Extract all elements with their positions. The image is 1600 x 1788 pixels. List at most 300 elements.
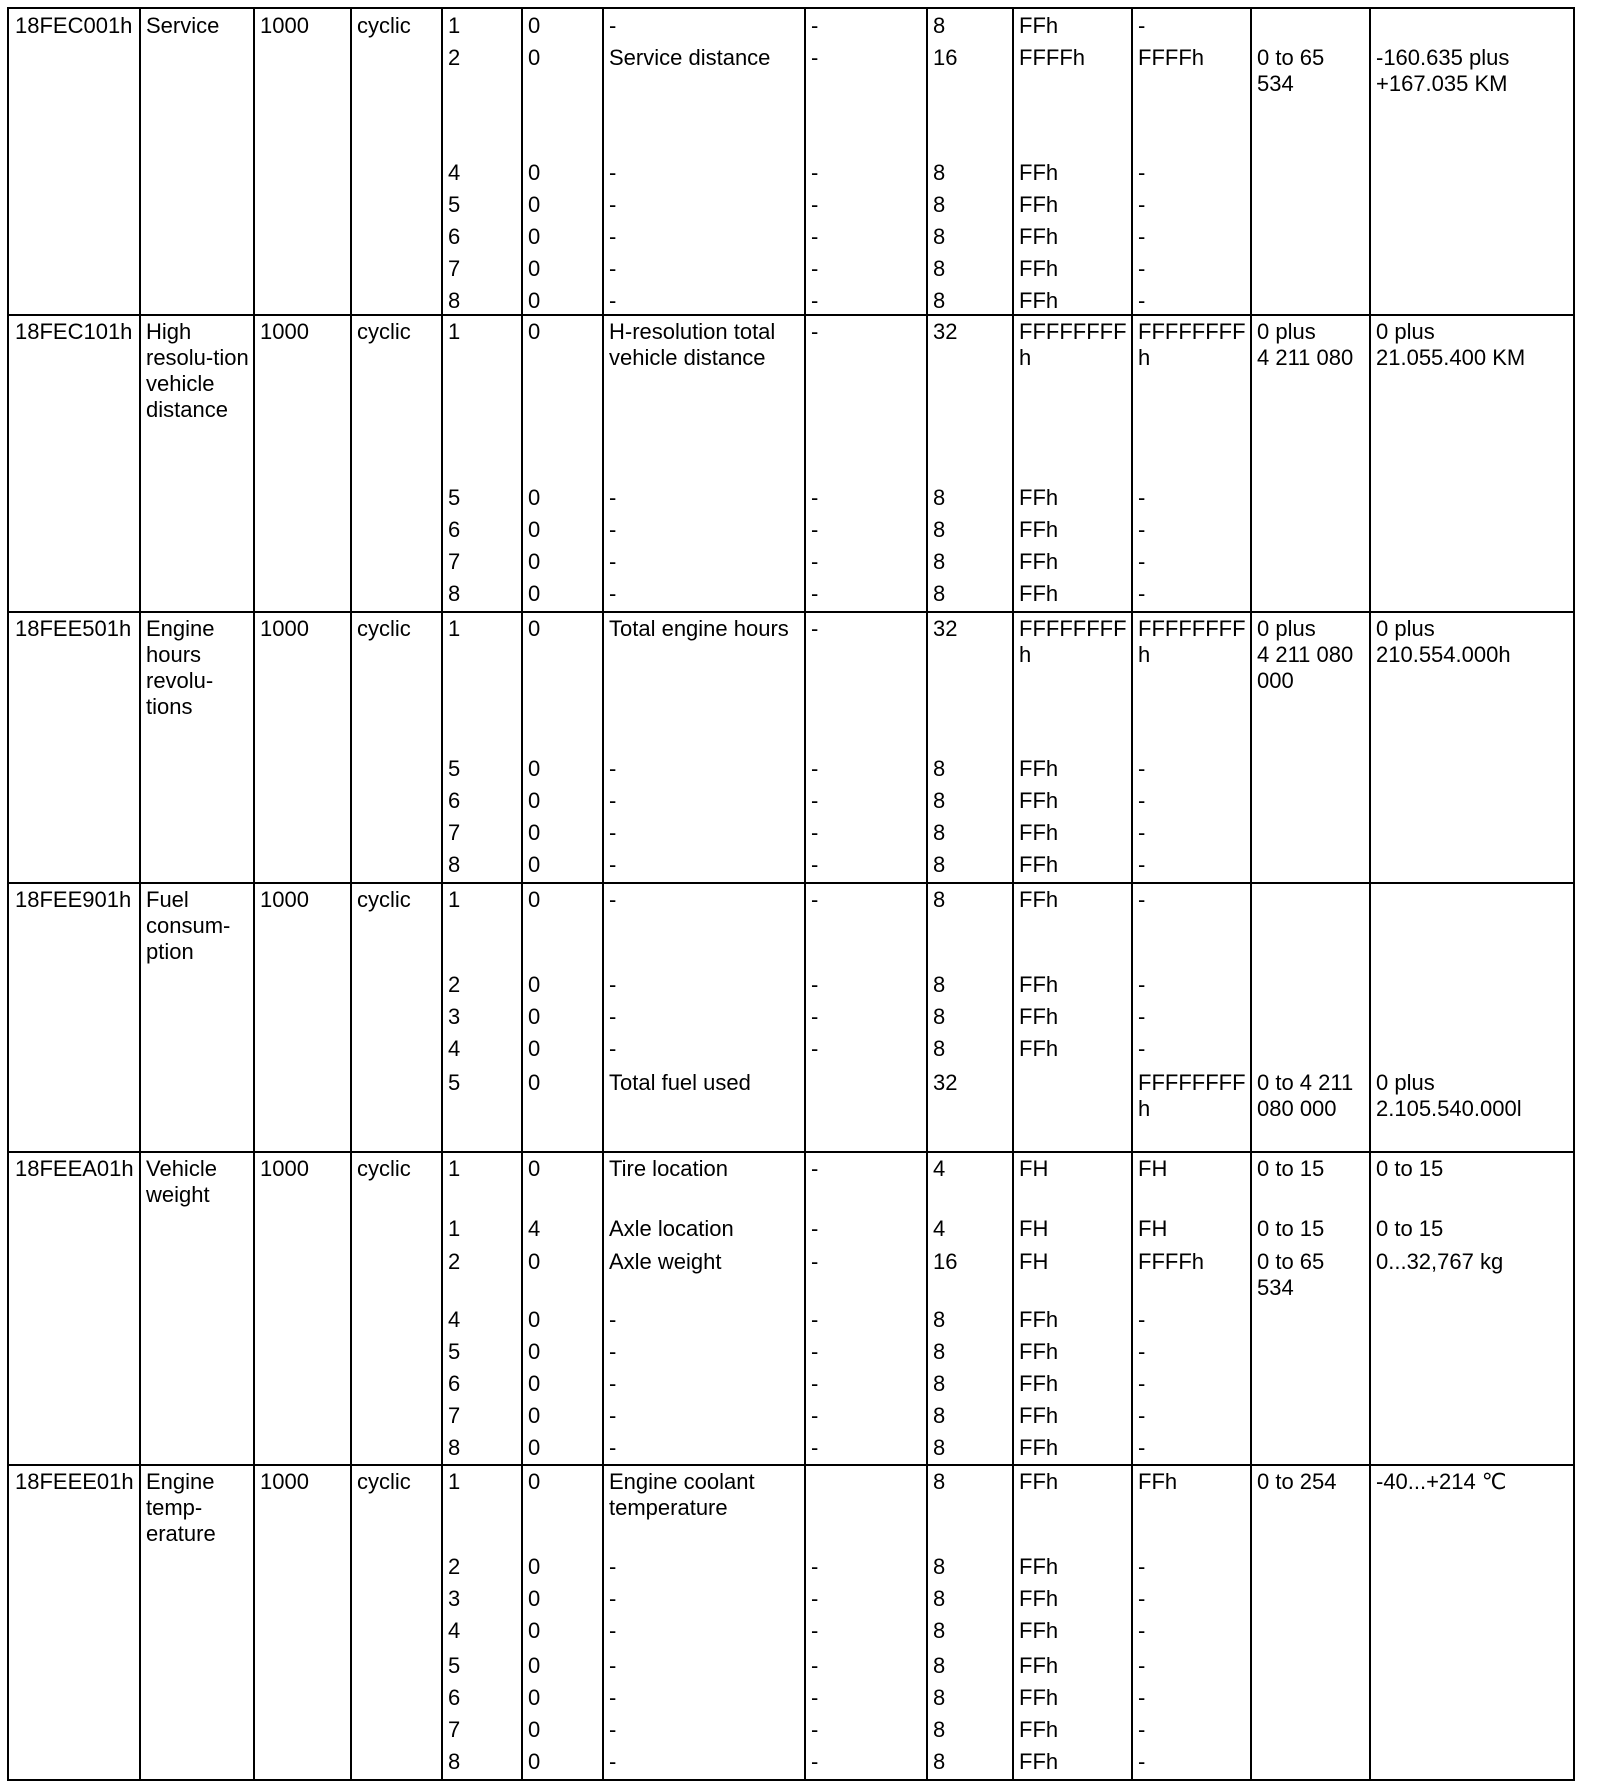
transmission-mode: cyclic xyxy=(357,1156,411,1181)
cell-byte: 5 xyxy=(448,756,461,781)
cell-length: 8 xyxy=(933,1435,946,1460)
cell-x: - xyxy=(811,1307,819,1332)
cell-description: Axle weight xyxy=(609,1249,722,1274)
cell-bit: 0 xyxy=(528,224,541,249)
cell-byte: 5 xyxy=(448,1070,461,1095)
cell-physical: 0 to 15 xyxy=(1376,1216,1444,1241)
pgn-id: 18FEC001h xyxy=(15,13,133,38)
cell-physical: 0 plus 210.554.000h xyxy=(1376,616,1511,667)
cell-max: - xyxy=(1138,1717,1146,1742)
cell-max: - xyxy=(1138,1435,1146,1460)
cell-x: - xyxy=(811,1653,819,1678)
cell-description: - xyxy=(609,485,617,510)
cell-description: - xyxy=(609,1371,617,1396)
cell-length: 32 xyxy=(933,616,958,641)
cell-x: - xyxy=(811,1339,819,1364)
cell-bit: 0 xyxy=(528,788,541,813)
cell-x: - xyxy=(811,852,819,877)
cell-description: - xyxy=(609,887,617,912)
cell-bit: 0 xyxy=(528,1749,541,1774)
cell-description: - xyxy=(609,192,617,217)
cell-x: - xyxy=(811,820,819,845)
cell-default: FFh xyxy=(1019,1586,1059,1611)
cell-max: - xyxy=(1138,1036,1146,1061)
cell-max: - xyxy=(1138,581,1146,606)
column-separator xyxy=(1369,9,1371,1779)
pgn-id: 18FEE901h xyxy=(15,887,132,912)
cell-default: FH xyxy=(1019,1216,1049,1241)
cell-default: FFh xyxy=(1019,756,1059,781)
cell-length: 8 xyxy=(933,256,946,281)
cell-default: FFFFh xyxy=(1019,45,1085,70)
transmission-mode: cyclic xyxy=(357,319,411,344)
cell-bit: 0 xyxy=(528,1307,541,1332)
cell-max: - xyxy=(1138,820,1146,845)
cell-default: FFh xyxy=(1019,1469,1059,1494)
pgn-id: 18FEC101h xyxy=(15,319,133,344)
group-separator xyxy=(9,314,1573,316)
cell-description: - xyxy=(609,1435,617,1460)
cell-x: - xyxy=(811,192,819,217)
cell-default: FFh xyxy=(1019,224,1059,249)
cell-default: FFh xyxy=(1019,887,1059,912)
cell-byte: 6 xyxy=(448,788,461,813)
transmission-mode: cyclic xyxy=(357,13,411,38)
cell-description: Service distance xyxy=(609,45,771,70)
cell-range: 0 to 65 534 xyxy=(1257,1249,1325,1300)
cell-x: - xyxy=(811,887,819,912)
cell-length: 8 xyxy=(933,756,946,781)
cell-byte: 8 xyxy=(448,581,461,606)
cell-x: - xyxy=(811,160,819,185)
cell-default: FFh xyxy=(1019,1307,1059,1332)
cell-length: 8 xyxy=(933,1618,946,1643)
cell-bit: 0 xyxy=(528,45,541,70)
cell-description: - xyxy=(609,788,617,813)
cell-default: FFh xyxy=(1019,852,1059,877)
parameter-group-name: Fuel consum- ption xyxy=(146,887,231,964)
cell-physical: 0 to 15 xyxy=(1376,1156,1444,1181)
cell-byte: 4 xyxy=(448,1618,461,1643)
cell-default: FH xyxy=(1019,1249,1049,1274)
cell-default: FFh xyxy=(1019,1004,1059,1029)
cell-max: - xyxy=(1138,972,1146,997)
cell-range: 0 to 15 xyxy=(1257,1216,1325,1241)
cell-default: FFh xyxy=(1019,13,1059,38)
cell-x: - xyxy=(811,288,819,313)
cell-description: - xyxy=(609,1554,617,1579)
cell-default: FH xyxy=(1019,1156,1049,1181)
cell-description: - xyxy=(609,581,617,606)
cell-length: 8 xyxy=(933,820,946,845)
cell-byte: 1 xyxy=(448,616,461,641)
cell-bit: 0 xyxy=(528,756,541,781)
cell-description: - xyxy=(609,224,617,249)
cell-byte: 8 xyxy=(448,288,461,313)
cell-length: 8 xyxy=(933,852,946,877)
cell-description: Total engine hours xyxy=(609,616,789,641)
cell-physical: 0...32,767 kg xyxy=(1376,1249,1504,1274)
cell-description: - xyxy=(609,1036,617,1061)
cell-length: 8 xyxy=(933,160,946,185)
cycle-time: 1000 xyxy=(260,319,309,344)
cell-byte: 2 xyxy=(448,1554,461,1579)
cell-x: - xyxy=(811,756,819,781)
pgn-id: 18FEEE01h xyxy=(15,1469,134,1494)
cell-description: Engine coolant temperature xyxy=(609,1469,755,1520)
cell-description: - xyxy=(609,1749,617,1774)
cell-byte: 7 xyxy=(448,256,461,281)
cell-description: - xyxy=(609,517,617,542)
cell-bit: 0 xyxy=(528,1004,541,1029)
cycle-time: 1000 xyxy=(260,887,309,912)
cell-max: - xyxy=(1138,160,1146,185)
cell-bit: 4 xyxy=(528,1216,541,1241)
cell-max: FFh xyxy=(1138,1469,1178,1494)
cell-x: - xyxy=(811,256,819,281)
cell-byte: 1 xyxy=(448,1216,461,1241)
cell-range: 0 plus 4 211 080 000 xyxy=(1257,616,1354,693)
cell-bit: 0 xyxy=(528,616,541,641)
cell-byte: 6 xyxy=(448,1685,461,1710)
cell-bit: 0 xyxy=(528,319,541,344)
parameter-group-name: Engine temp- erature xyxy=(146,1469,216,1546)
cell-max: - xyxy=(1138,1554,1146,1579)
cell-max: - xyxy=(1138,788,1146,813)
cell-x: - xyxy=(811,581,819,606)
cell-byte: 4 xyxy=(448,1036,461,1061)
parameter-group-name: Vehicle weight xyxy=(146,1156,217,1207)
cell-byte: 7 xyxy=(448,549,461,574)
cycle-time: 1000 xyxy=(260,616,309,641)
cell-max: - xyxy=(1138,1749,1146,1774)
cell-max: FH xyxy=(1138,1156,1168,1181)
cell-byte: 3 xyxy=(448,1586,461,1611)
cell-physical: -40...+214 ℃ xyxy=(1376,1469,1507,1494)
cell-description: Axle location xyxy=(609,1216,734,1241)
cell-x: - xyxy=(811,1249,819,1274)
cell-byte: 6 xyxy=(448,1371,461,1396)
cell-default: FFh xyxy=(1019,1403,1059,1428)
cell-default: FFh xyxy=(1019,1554,1059,1579)
cell-max: - xyxy=(1138,1403,1146,1428)
cell-x: - xyxy=(811,1156,819,1181)
cell-description: - xyxy=(609,1307,617,1332)
cell-description: - xyxy=(609,256,617,281)
cell-max: - xyxy=(1138,517,1146,542)
cell-length: 8 xyxy=(933,1004,946,1029)
cell-length: 8 xyxy=(933,887,946,912)
cell-bit: 0 xyxy=(528,1403,541,1428)
cell-byte: 5 xyxy=(448,192,461,217)
cell-length: 8 xyxy=(933,581,946,606)
cell-max: - xyxy=(1138,852,1146,877)
cell-default: FFh xyxy=(1019,288,1059,313)
signal-table xyxy=(7,7,1575,1781)
cell-description: - xyxy=(609,1717,617,1742)
cell-description: - xyxy=(609,13,617,38)
cell-byte: 4 xyxy=(448,1307,461,1332)
cell-length: 4 xyxy=(933,1216,946,1241)
cell-byte: 3 xyxy=(448,1004,461,1029)
cell-bit: 0 xyxy=(528,1435,541,1460)
cell-length: 32 xyxy=(933,319,958,344)
group-separator xyxy=(9,882,1573,884)
cycle-time: 1000 xyxy=(260,1469,309,1494)
cell-description: - xyxy=(609,852,617,877)
pgn-id: 18FEEA01h xyxy=(15,1156,134,1181)
cell-range: 0 plus 4 211 080 xyxy=(1257,319,1354,370)
cell-description: - xyxy=(609,820,617,845)
cell-x: - xyxy=(811,1586,819,1611)
cell-default: FFh xyxy=(1019,1371,1059,1396)
cell-byte: 8 xyxy=(448,1435,461,1460)
cell-bit: 0 xyxy=(528,485,541,510)
cell-length: 8 xyxy=(933,1371,946,1396)
transmission-mode: cyclic xyxy=(357,616,411,641)
cell-x: - xyxy=(811,319,819,344)
cell-max: - xyxy=(1138,288,1146,313)
cell-max: - xyxy=(1138,549,1146,574)
cell-max: FH xyxy=(1138,1216,1168,1241)
cell-bit: 0 xyxy=(528,1586,541,1611)
cell-description: - xyxy=(609,1618,617,1643)
cell-byte: 7 xyxy=(448,1403,461,1428)
cell-max: - xyxy=(1138,756,1146,781)
cell-length: 8 xyxy=(933,224,946,249)
cell-x: - xyxy=(811,13,819,38)
cell-bit: 0 xyxy=(528,972,541,997)
cell-description: - xyxy=(609,1685,617,1710)
cell-byte: 2 xyxy=(448,45,461,70)
parameter-group-name: Engine hours revolu- tions xyxy=(146,616,215,719)
cell-default: FFh xyxy=(1019,1717,1059,1742)
cell-length: 8 xyxy=(933,1036,946,1061)
cell-description: - xyxy=(609,1653,617,1678)
cell-length: 8 xyxy=(933,1717,946,1742)
cycle-time: 1000 xyxy=(260,1156,309,1181)
cell-byte: 5 xyxy=(448,1339,461,1364)
cell-byte: 6 xyxy=(448,224,461,249)
pgn-id: 18FEE501h xyxy=(15,616,132,641)
cell-x: - xyxy=(811,1435,819,1460)
cell-length: 8 xyxy=(933,485,946,510)
cell-bit: 0 xyxy=(528,1339,541,1364)
cell-byte: 1 xyxy=(448,1156,461,1181)
transmission-mode: cyclic xyxy=(357,887,411,912)
cell-range: 0 to 65 534 xyxy=(1257,45,1325,96)
cell-bit: 0 xyxy=(528,1469,541,1494)
cell-default: FFh xyxy=(1019,1036,1059,1061)
cell-x: - xyxy=(811,1004,819,1029)
cell-length: 8 xyxy=(933,1469,946,1494)
cell-length: 8 xyxy=(933,1307,946,1332)
cell-x: - xyxy=(811,616,819,641)
cell-x: - xyxy=(811,1554,819,1579)
cell-byte: 5 xyxy=(448,1653,461,1678)
cell-description: H-resolution total vehicle distance xyxy=(609,319,776,370)
cell-byte: 8 xyxy=(448,1749,461,1774)
cell-x: - xyxy=(811,1749,819,1774)
cell-bit: 0 xyxy=(528,1653,541,1678)
cell-max: - xyxy=(1138,256,1146,281)
cell-byte: 6 xyxy=(448,517,461,542)
cell-max: FFFFFFFF h xyxy=(1138,616,1246,667)
cell-default: FFh xyxy=(1019,1339,1059,1364)
cell-bit: 0 xyxy=(528,1371,541,1396)
cell-description: - xyxy=(609,972,617,997)
cell-description: - xyxy=(609,1004,617,1029)
cell-default: FFFFFFFF h xyxy=(1019,319,1127,370)
cell-bit: 0 xyxy=(528,1618,541,1643)
cell-x: - xyxy=(811,45,819,70)
cell-x: - xyxy=(811,1216,819,1241)
cell-max: - xyxy=(1138,1004,1146,1029)
cell-description: - xyxy=(609,549,617,574)
cell-physical: 0 plus 21.055.400 KM xyxy=(1376,319,1526,370)
cell-range: 0 to 4 211 080 000 xyxy=(1257,1070,1354,1121)
cell-description: Tire location xyxy=(609,1156,729,1181)
cell-bit: 0 xyxy=(528,288,541,313)
cell-description: - xyxy=(609,1403,617,1428)
cell-length: 16 xyxy=(933,1249,958,1274)
cell-default: FFh xyxy=(1019,517,1059,542)
cell-max: - xyxy=(1138,485,1146,510)
cell-bit: 0 xyxy=(528,549,541,574)
cell-max: - xyxy=(1138,1339,1146,1364)
cell-x: - xyxy=(811,972,819,997)
cell-length: 8 xyxy=(933,1403,946,1428)
cell-byte: 2 xyxy=(448,972,461,997)
cell-description: - xyxy=(609,1586,617,1611)
cell-max: - xyxy=(1138,224,1146,249)
cell-x: - xyxy=(811,1036,819,1061)
cell-max: FFFFFFFF h xyxy=(1138,1070,1246,1121)
cell-bit: 0 xyxy=(528,1156,541,1181)
cycle-time: 1000 xyxy=(260,13,309,38)
cell-description: - xyxy=(609,756,617,781)
cell-default: FFh xyxy=(1019,160,1059,185)
cell-byte: 7 xyxy=(448,1717,461,1742)
cell-length: 8 xyxy=(933,1586,946,1611)
cell-length: 8 xyxy=(933,13,946,38)
cell-x: - xyxy=(811,485,819,510)
cell-description: - xyxy=(609,1339,617,1364)
cell-x: - xyxy=(811,1717,819,1742)
cell-default: FFh xyxy=(1019,972,1059,997)
cell-default: FFh xyxy=(1019,549,1059,574)
cell-default: FFh xyxy=(1019,192,1059,217)
cell-description: - xyxy=(609,160,617,185)
cell-bit: 0 xyxy=(528,256,541,281)
cell-max: - xyxy=(1138,1307,1146,1332)
cell-bit: 0 xyxy=(528,1249,541,1274)
cell-length: 4 xyxy=(933,1156,946,1181)
transmission-mode: cyclic xyxy=(357,1469,411,1494)
cell-bit: 0 xyxy=(528,1717,541,1742)
cell-byte: 5 xyxy=(448,485,461,510)
cell-max: - xyxy=(1138,887,1146,912)
cell-default: FFh xyxy=(1019,1685,1059,1710)
group-separator xyxy=(9,1151,1573,1153)
cell-bit: 0 xyxy=(528,192,541,217)
cell-length: 8 xyxy=(933,517,946,542)
cell-bit: 0 xyxy=(528,581,541,606)
group-separator xyxy=(9,611,1573,613)
cell-bit: 0 xyxy=(528,1685,541,1710)
cell-byte: 4 xyxy=(448,160,461,185)
cell-max: - xyxy=(1138,1653,1146,1678)
cell-max: - xyxy=(1138,1586,1146,1611)
cell-default: FFh xyxy=(1019,788,1059,813)
cell-max: FFFFh xyxy=(1138,1249,1204,1274)
cell-bit: 0 xyxy=(528,517,541,542)
cell-byte: 2 xyxy=(448,1249,461,1274)
cell-description: Total fuel used xyxy=(609,1070,751,1095)
cell-default: FFh xyxy=(1019,1653,1059,1678)
cell-x: - xyxy=(811,1685,819,1710)
cell-max: FFFFFFFF h xyxy=(1138,319,1246,370)
cell-length: 8 xyxy=(933,1749,946,1774)
cell-default: FFFFFFFF h xyxy=(1019,616,1127,667)
cell-length: 8 xyxy=(933,288,946,313)
cell-length: 8 xyxy=(933,788,946,813)
cell-default: FFh xyxy=(1019,581,1059,606)
cell-default: FFh xyxy=(1019,485,1059,510)
cell-x: - xyxy=(811,517,819,542)
cell-bit: 0 xyxy=(528,160,541,185)
cell-default: FFh xyxy=(1019,1618,1059,1643)
cell-length: 8 xyxy=(933,1554,946,1579)
cell-description: - xyxy=(609,288,617,313)
cell-bit: 0 xyxy=(528,852,541,877)
cell-byte: 1 xyxy=(448,13,461,38)
cell-default: FFh xyxy=(1019,1435,1059,1460)
cell-max: - xyxy=(1138,192,1146,217)
cell-length: 8 xyxy=(933,1653,946,1678)
cell-bit: 0 xyxy=(528,1036,541,1061)
parameter-group-name: Service xyxy=(146,13,220,38)
cell-length: 16 xyxy=(933,45,958,70)
cell-bit: 0 xyxy=(528,887,541,912)
cell-length: 8 xyxy=(933,1685,946,1710)
cell-length: 8 xyxy=(933,1339,946,1364)
cell-bit: 0 xyxy=(528,820,541,845)
cell-x: - xyxy=(811,549,819,574)
cell-length: 8 xyxy=(933,549,946,574)
cell-default: FFh xyxy=(1019,820,1059,845)
cell-x: - xyxy=(811,224,819,249)
cell-byte: 1 xyxy=(448,1469,461,1494)
cell-length: 32 xyxy=(933,1070,958,1095)
cell-default: FFh xyxy=(1019,1749,1059,1774)
cell-max: FFFFh xyxy=(1138,45,1204,70)
cell-bit: 0 xyxy=(528,1070,541,1095)
cell-byte: 1 xyxy=(448,887,461,912)
cell-max: - xyxy=(1138,1685,1146,1710)
cell-max: - xyxy=(1138,13,1146,38)
cell-range: 0 to 15 xyxy=(1257,1156,1325,1181)
cell-default: FFh xyxy=(1019,256,1059,281)
parameter-group-name: High resolu-tion vehicle distance xyxy=(146,319,249,422)
group-separator xyxy=(9,1464,1573,1466)
cell-length: 8 xyxy=(933,972,946,997)
cell-x: - xyxy=(811,1618,819,1643)
cell-physical: -160.635 plus +167.035 KM xyxy=(1376,45,1510,96)
cell-max: - xyxy=(1138,1371,1146,1396)
cell-x: - xyxy=(811,1371,819,1396)
cell-range: 0 to 254 xyxy=(1257,1469,1337,1494)
